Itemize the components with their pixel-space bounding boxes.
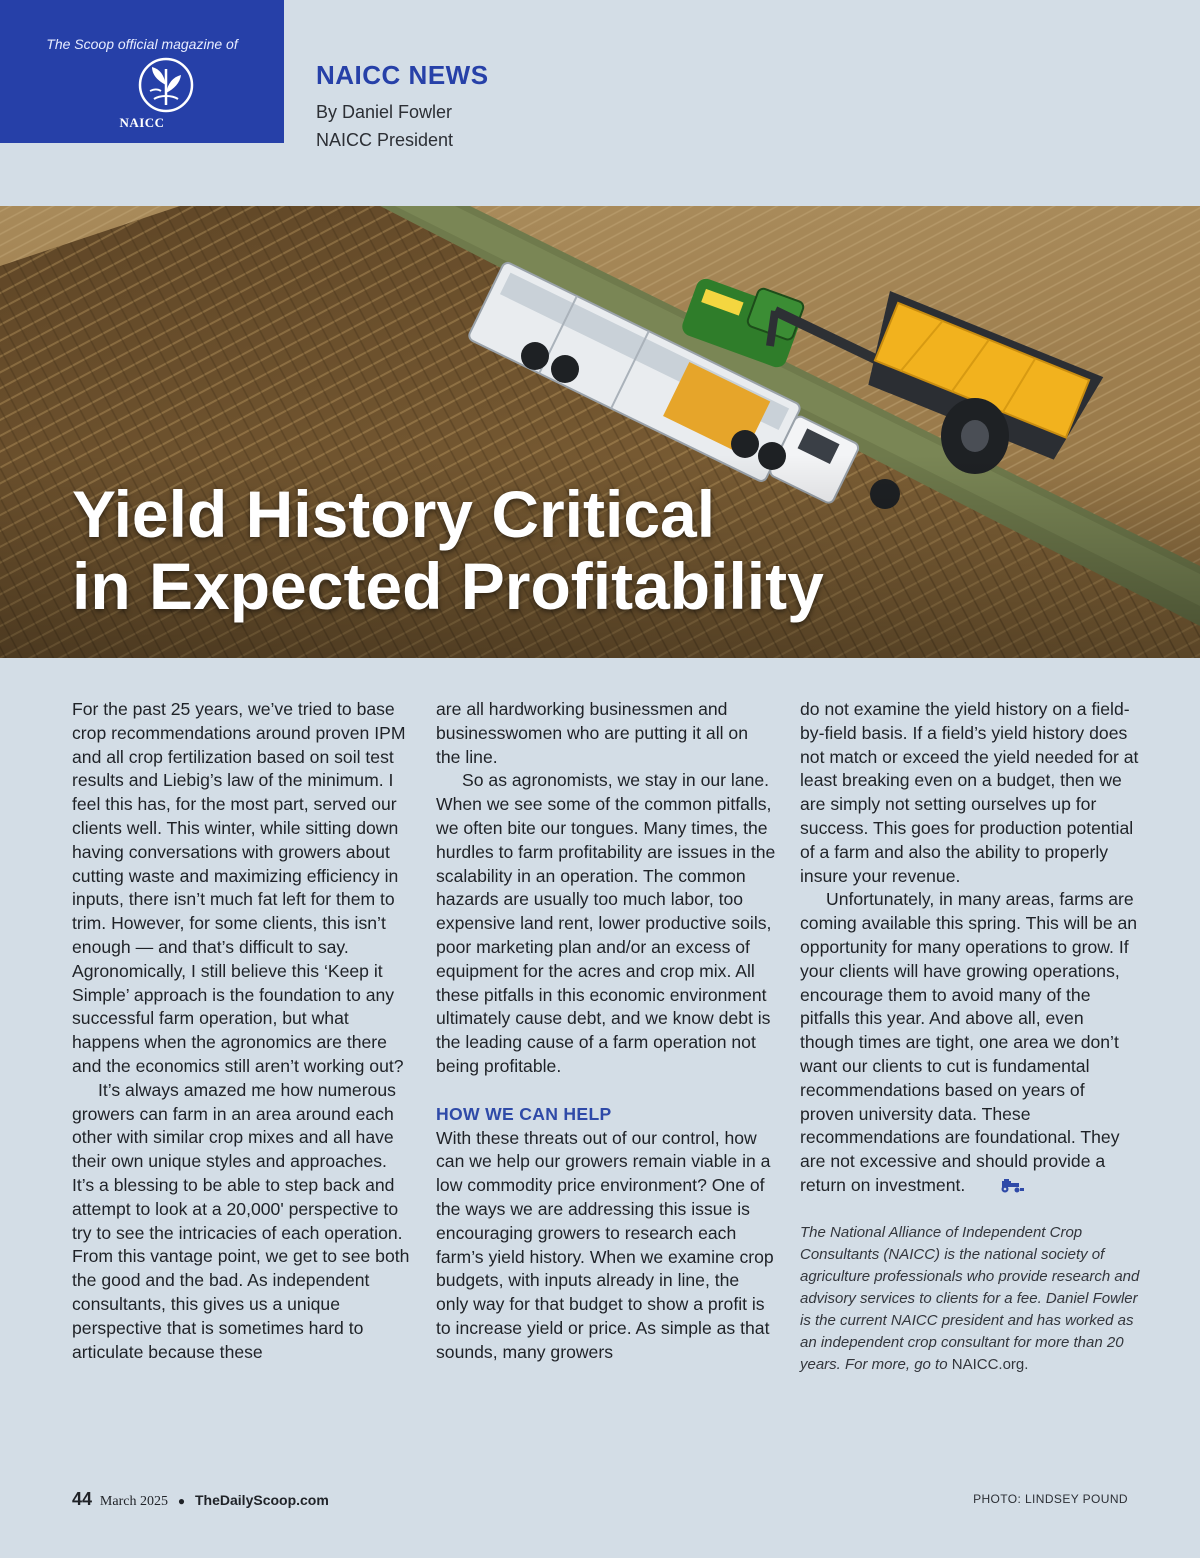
bio-text: The National Alliance of Independent Crop Consultants (NAICC) is the national society of agriculture professionals who provide research and advisory services to clients for a fee. Daniel Fowler is the current NAICC president and has worked as an independent crop consultant for more than 20 years. For more, go to — [800, 1223, 1140, 1373]
author-name: By Daniel Fowler — [316, 102, 453, 122]
paragraph-final — [800, 888, 1140, 1199]
logo-wordmark: NAICC — [119, 115, 165, 130]
photo-credit: PHOTO: LINDSEY POUND — [973, 1492, 1128, 1506]
paragraph: For the past 25 years, we’ve tried to base crop recommendations around proven IPM and all crop fertilization based on soil test results and Liebig’s law of the minimum. I feel this has, for the most part, served our clients well. This winter, while sitting down having conversations with growers about cutting waste and maximizing efficiency in inputs, there isn’t much fat left for them to trim. However, for some clients, this isn’t enough — and that’s difficult to say. Agronomically, I still believe this ‘Keep it Simple’ approach is the foundation to any successful farm operation, but what happens when the agronomics are there and the economics still aren’t working out? — [72, 699, 406, 1076]
issue-date: March 2025 — [99, 1494, 168, 1509]
page-footer — [72, 1489, 329, 1510]
article-column-2 — [436, 698, 776, 1365]
paragraph-text: Unfortunately, in many areas, farms are coming available this spring. This will be an opportunity for many operations to grow. If your clients will have growing operations, encourage them to avoid many of the pitfalls this year. And above all, even though times are tight, one area we don’t want our clients to cut is fundamental recommendations based on years of proven university data. These recommendations are foundational. They are not excessive and should provide a return on investment. — [800, 889, 1138, 1195]
section-title: NAICC NEWS — [316, 60, 489, 90]
subheading: HOW WE CAN HELP — [436, 1103, 612, 1124]
site-link[interactable]: TheDailyScoop.com — [195, 1492, 329, 1508]
article-column-1 — [72, 698, 412, 1364]
article-title-line-1: Yield History Critical — [72, 477, 716, 551]
paragraph: It’s always amazed me how numerous growers can farm in an area around each other with similar crop mixes and all have their own unique styles and approaches. It’s a blessing to be able to step back and attempt to look at a 20,000' perspective to try to see the intricacies of each operation. From this vantage point, we get to see both the good and the bad. As independent consultants, this gives us a unique perspective that is sometimes hard to articulate because these — [72, 1079, 410, 1362]
article-column-3 — [800, 698, 1140, 1376]
paragraph: do not examine the yield history on a field-by-field basis. If a field’s yield history does not match or exceed the yield needed for at least breaking even on a budget, then we are simply not setting ourselves up for success. This goes for production potential of a farm and also the ability to properly insure your revenue. — [800, 699, 1139, 886]
separator-dot: ● — [177, 1494, 186, 1508]
masthead — [0, 0, 284, 143]
paragraph: are all hardworking businessmen and businesswomen who are putting it all on the line. — [436, 699, 748, 767]
tractor-icon — [973, 1176, 1025, 1200]
author-bio — [800, 1222, 1140, 1376]
article-title-line-2: in Expected Profitability — [72, 549, 824, 623]
naicc-link[interactable]: NAICC.org. — [951, 1355, 1029, 1373]
article-title — [72, 478, 824, 622]
paragraph: With these threats out of our control, how can we help our growers remain viable in a low commodity price environment? One of the ways we are addressing this issue is encouraging growers to research each farm’s yield history. When we examine crop budgets, with inputs already in line, the only way for that budget to show a profit is to increase yield or price. As simple as that sounds, many growers — [436, 1127, 774, 1362]
author-role: NAICC President — [316, 130, 454, 150]
byline — [316, 98, 453, 154]
page-number: 44 — [72, 1489, 93, 1509]
masthead-tagline: The Scoop official magazine of — [46, 36, 238, 52]
paragraph: So as agronomists, we stay in our lane. When we see some of the common pitfalls, we often bite our tongues. Many times, the hurdles to farm profitability are issues in the scalability in an operation. The common hazards are usually too much labor, too expensive land rent, lower productive soils, poor marketing plan and/or an excess of equipment for the acres and crop mix. All these pitfalls in this economic environment ultimately cause debt, and we know debt is the leading cause of a farm operation not being profitable. — [436, 770, 776, 1076]
